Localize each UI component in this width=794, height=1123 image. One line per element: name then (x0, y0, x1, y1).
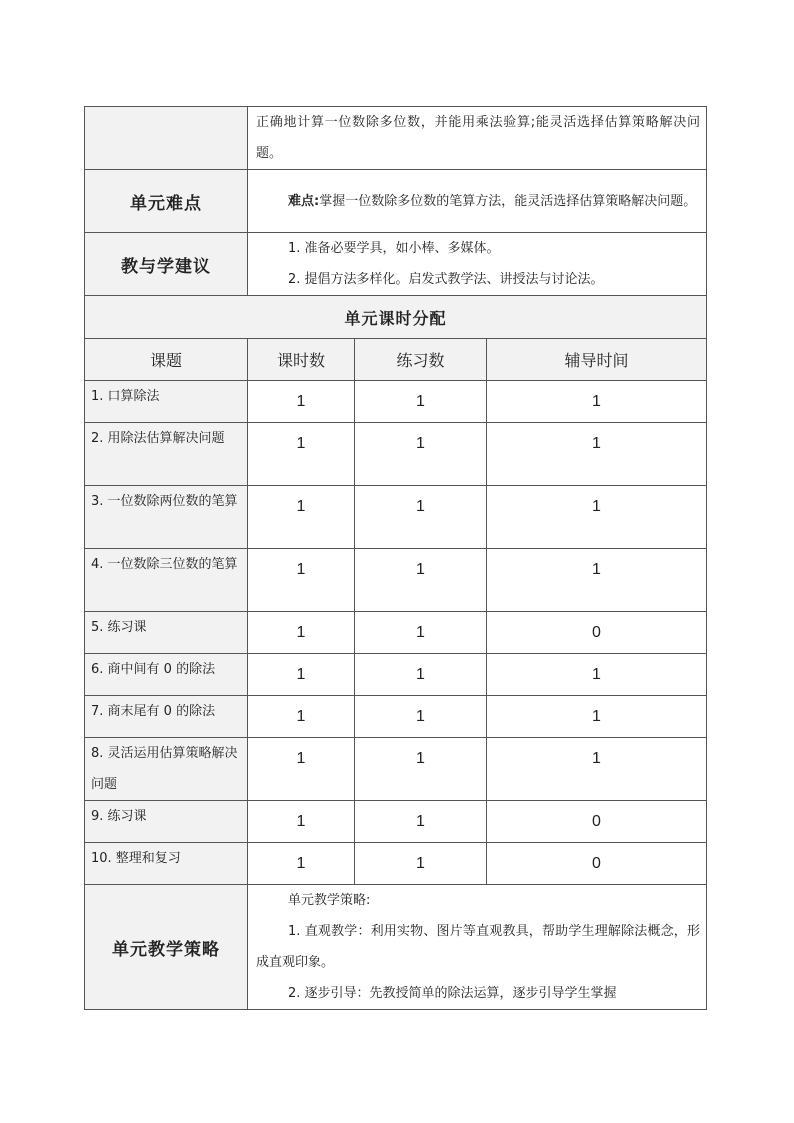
lesson-topic: 5. 练习课 (85, 612, 248, 654)
strategy-content (248, 885, 707, 1010)
top-row-text: 正确地计算一位数除多位数，并能用乘法验算;能灵活选择估算策略解决问题。 (256, 115, 700, 161)
lesson-topic: 3. 一位数除两位数的笔算 (85, 486, 248, 549)
lesson-tutoring: 0 (487, 843, 707, 885)
header-topic: 课题 (85, 339, 248, 381)
lesson-tutoring: 1 (487, 423, 707, 486)
difficulty-content (248, 170, 707, 233)
table-row (85, 612, 707, 654)
lesson-tutoring: 1 (487, 696, 707, 738)
lesson-topic: 10. 整理和复习 (85, 843, 248, 885)
table-row (85, 423, 707, 486)
lesson-topic: 7. 商末尾有 0 的除法 (85, 696, 248, 738)
strategy-label: 单元教学策略 (85, 885, 248, 1010)
lesson-hours: 1 (248, 843, 355, 885)
lesson-hours: 1 (248, 738, 355, 801)
table-row (85, 654, 707, 696)
lesson-hours: 1 (248, 696, 355, 738)
suggestions-label: 教与学建议 (85, 233, 248, 296)
table-row (85, 738, 707, 801)
lesson-practice: 1 (355, 696, 487, 738)
suggestion-item: 1. 准备必要学具，如小棒、多媒体。 (288, 241, 500, 256)
header-hours: 课时数 (248, 339, 355, 381)
lesson-practice: 1 (355, 843, 487, 885)
lesson-topic: 1. 口算除法 (85, 381, 248, 423)
lesson-practice: 1 (355, 423, 487, 486)
lesson-topic: 2. 用除法估算解决问题 (85, 423, 248, 486)
table-row (85, 801, 707, 843)
table-row (85, 843, 707, 885)
strategy-item: 2. 逐步引导：先教授简单的除法运算，逐步引导学生掌握 (288, 986, 617, 1001)
lesson-hours: 1 (248, 381, 355, 423)
lesson-tutoring: 1 (487, 381, 707, 423)
lesson-topic: 9. 练习课 (85, 801, 248, 843)
lesson-hours: 1 (248, 612, 355, 654)
lesson-tutoring: 1 (487, 738, 707, 801)
lesson-tutoring: 0 (487, 612, 707, 654)
lesson-practice: 1 (355, 738, 487, 801)
lesson-topic: 4. 一位数除三位数的笔算 (85, 549, 248, 612)
lesson-hours: 1 (248, 486, 355, 549)
table-row (85, 549, 707, 612)
header-practice: 练习数 (355, 339, 487, 381)
table-row (85, 486, 707, 549)
top-row-label-cell (85, 107, 248, 170)
lesson-practice: 1 (355, 486, 487, 549)
suggestions-content (248, 233, 707, 296)
lesson-tutoring: 0 (487, 801, 707, 843)
lesson-hours: 1 (248, 423, 355, 486)
table-row (85, 381, 707, 423)
lesson-practice: 1 (355, 549, 487, 612)
lesson-topic: 6. 商中间有 0 的除法 (85, 654, 248, 696)
header-tutoring: 辅导时间 (487, 339, 707, 381)
top-row-content (248, 107, 707, 170)
table-row (85, 696, 707, 738)
lesson-tutoring: 1 (487, 549, 707, 612)
allocation-title: 单元课时分配 (85, 296, 707, 339)
suggestion-item: 2. 提倡方法多样化。启发式教学法、讲授法与讨论法。 (288, 272, 604, 287)
unit-plan-table (84, 106, 707, 1010)
difficulty-label: 单元难点 (85, 170, 248, 233)
lesson-tutoring: 1 (487, 654, 707, 696)
lesson-hours: 1 (248, 801, 355, 843)
lesson-hours: 1 (248, 654, 355, 696)
lesson-practice: 1 (355, 654, 487, 696)
lesson-topic: 8. 灵活运用估算策略解决问题 (85, 738, 248, 801)
lesson-tutoring: 1 (487, 486, 707, 549)
strategy-item: 1. 直观教学：利用实物、图片等直观教具，帮助学生理解除法概念，形成直观印象。 (256, 924, 700, 970)
lesson-practice: 1 (355, 801, 487, 843)
lesson-practice: 1 (355, 612, 487, 654)
lesson-practice: 1 (355, 381, 487, 423)
strategy-intro: 单元教学策略: (288, 893, 371, 908)
difficulty-text: 掌握一位数除多位数的笔算方法，能灵活选择估算策略解决问题。 (319, 193, 697, 209)
lesson-hours: 1 (248, 549, 355, 612)
difficulty-prefix: 难点: (288, 193, 320, 209)
